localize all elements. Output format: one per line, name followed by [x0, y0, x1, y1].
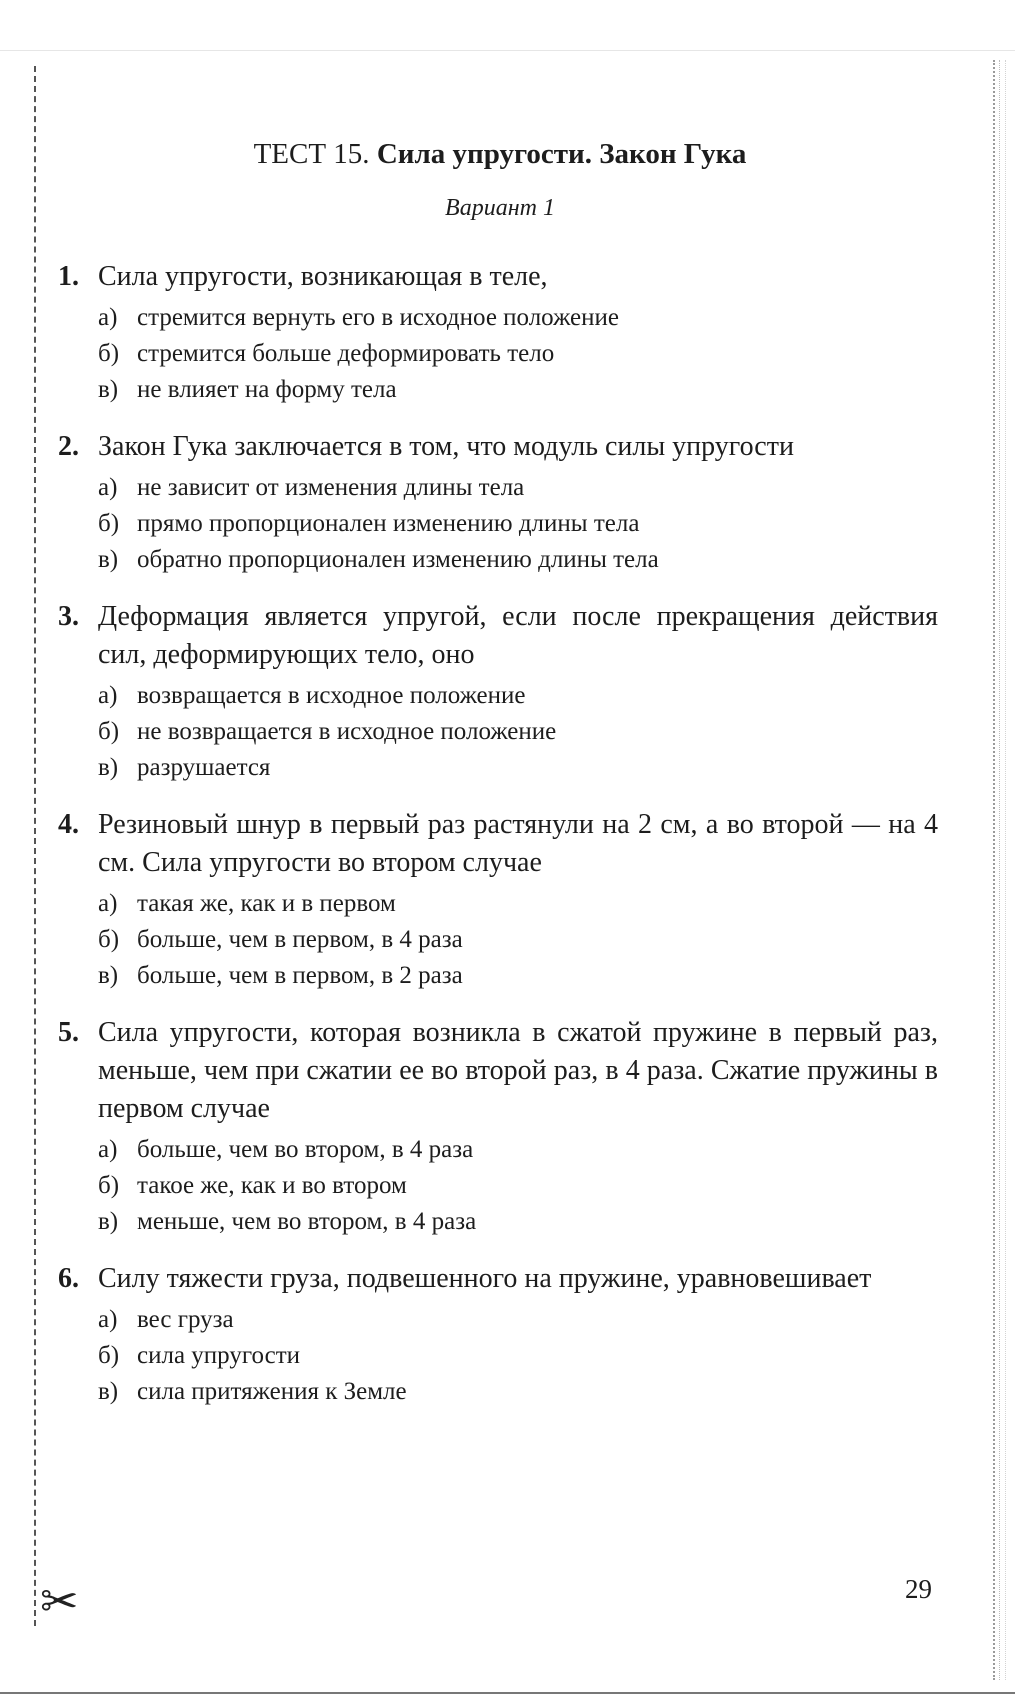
answer-option — [98, 506, 938, 542]
variant-label: Вариант 1 — [445, 195, 555, 221]
answer-option — [98, 1338, 938, 1374]
scissors-icon: ✂ — [40, 1574, 79, 1628]
page-number: 29 — [905, 1574, 932, 1604]
option-text: больше, чем в первом, в 2 раза — [137, 962, 463, 989]
option-text: стремится вернуть его в исходное положение — [137, 304, 619, 331]
option-text: больше, чем в первом, в 4 раза — [137, 926, 463, 953]
answer-option — [98, 958, 938, 994]
answer-options — [98, 1132, 938, 1240]
answer-option — [98, 1374, 938, 1410]
option-text: сила упругости — [137, 1342, 301, 1369]
option-text: возвращается в исходное положение — [137, 682, 526, 709]
question-number: 6. — [58, 1263, 79, 1294]
question-3 — [58, 598, 938, 786]
answer-options — [98, 300, 938, 408]
option-text: стремится больше деформировать тело — [137, 340, 555, 367]
question-number: 3. — [58, 601, 79, 632]
title-topic: Сила упругости. Закон Гука — [376, 138, 747, 170]
option-text: вес груза — [137, 1306, 234, 1333]
question-text: Резиновый шнур в первый раз растянули на 2 см, а во второй — на 4 см. Сила упругости во втором случае — [98, 809, 938, 878]
question-text: Сила упругости, возникающая в теле, — [98, 261, 548, 292]
option-letter: в) — [98, 962, 119, 989]
answer-options — [98, 886, 938, 994]
option-letter: б) — [98, 1342, 120, 1369]
option-text: больше, чем во втором, в 4 раза — [137, 1136, 474, 1163]
question-text: Деформация является упругой, если после прекращения действия сил, деформирующих тело, оно — [98, 601, 938, 670]
option-text: сила притяжения к Земле — [137, 1378, 407, 1405]
option-text: не зависит от изменения длины тела — [137, 474, 525, 501]
answer-options — [98, 470, 938, 578]
question-number: 4. — [58, 809, 79, 840]
question-4 — [58, 806, 938, 994]
question-text: Силу тяжести груза, подвешенного на пружине, уравновешивает — [98, 1263, 872, 1294]
option-letter: а) — [98, 1306, 118, 1333]
option-text: разрушается — [137, 754, 271, 781]
question-6 — [58, 1260, 938, 1410]
page-top-border — [0, 50, 1015, 51]
question-list — [58, 258, 938, 1430]
answer-option — [98, 922, 938, 958]
question-number: 1. — [58, 261, 79, 292]
answer-option — [98, 714, 938, 750]
page-edge-shadow — [1005, 60, 1006, 1680]
answer-option — [98, 542, 938, 578]
option-letter: в) — [98, 1208, 119, 1235]
option-text: такая же, как и в первом — [137, 890, 396, 917]
option-letter: а) — [98, 474, 118, 501]
option-letter: а) — [98, 304, 118, 331]
question-text: Закон Гука заключается в том, что модуль силы упругости — [98, 431, 794, 462]
option-letter: б) — [98, 1172, 120, 1199]
option-text: не влияет на форму тела — [137, 376, 397, 403]
answer-option — [98, 1302, 938, 1338]
question-number: 5. — [58, 1017, 79, 1048]
answer-option — [98, 1132, 938, 1168]
option-text: такое же, как и во втором — [137, 1172, 407, 1199]
answer-option — [98, 678, 938, 714]
option-letter: б) — [98, 340, 120, 367]
option-text: меньше, чем во втором, в 4 раза — [137, 1208, 477, 1235]
option-letter: б) — [98, 926, 120, 953]
option-letter: б) — [98, 510, 120, 537]
option-letter: б) — [98, 718, 120, 745]
cut-line — [34, 66, 36, 1626]
page-bottom-border — [0, 1692, 1015, 1694]
option-letter: а) — [98, 682, 118, 709]
option-letter: в) — [98, 754, 119, 781]
question-5 — [58, 1014, 938, 1240]
question-1 — [58, 258, 938, 408]
answer-option — [98, 470, 938, 506]
option-letter: а) — [98, 890, 118, 917]
answer-option — [98, 300, 938, 336]
option-text: прямо пропорционален изменению длины тела — [137, 510, 640, 537]
answer-option — [98, 372, 938, 408]
question-number: 2. — [58, 431, 79, 462]
option-text: не возвращается в исходное положение — [137, 718, 557, 745]
answer-options — [98, 678, 938, 786]
title-prefix: ТЕСТ 15. — [253, 138, 370, 170]
question-text: Сила упругости, которая возникла в сжатой пружине в первый раз, меньше, чем при сжатии ее во второй раз, в 4 раза. Сжатие пружины в первом случае — [98, 1017, 938, 1124]
option-letter: в) — [98, 1378, 119, 1405]
answer-option — [98, 1204, 938, 1240]
page-edge-shadow — [999, 60, 1000, 1680]
page-title — [0, 140, 1000, 169]
answer-option — [98, 750, 938, 786]
option-letter: в) — [98, 376, 119, 403]
page-edge-shadow — [993, 60, 995, 1680]
answer-option — [98, 886, 938, 922]
option-text: обратно пропорционален изменению длины тела — [137, 546, 659, 573]
question-2 — [58, 428, 938, 578]
option-letter: в) — [98, 546, 119, 573]
answer-option — [98, 1168, 938, 1204]
answer-option — [98, 336, 938, 372]
answer-options — [98, 1302, 938, 1410]
option-letter: а) — [98, 1136, 118, 1163]
